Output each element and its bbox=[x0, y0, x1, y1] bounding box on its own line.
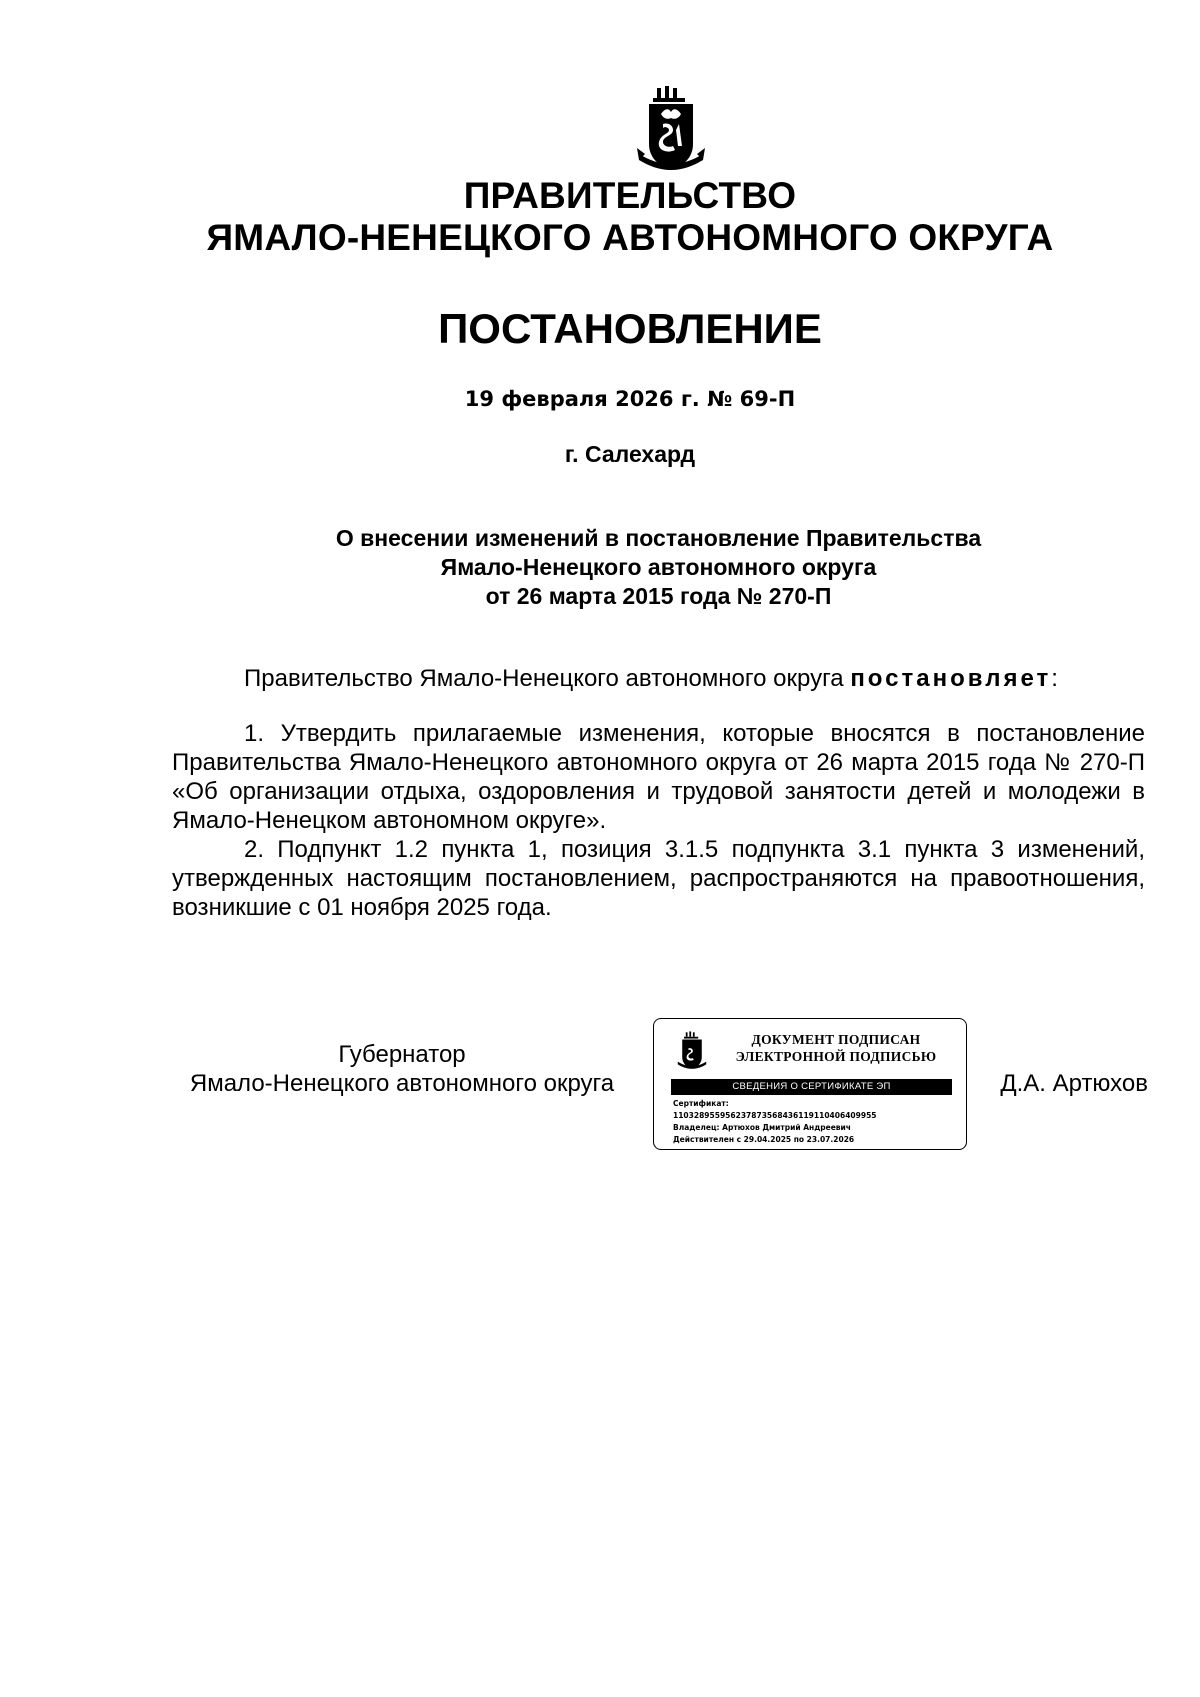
subject-line: О внесении изменений в постановление Правительства bbox=[335, 525, 982, 551]
subject-line: Ямало-Ненецкого автономного округа bbox=[440, 554, 877, 580]
stamp-heading-line: ДОКУМЕНТ ПОДПИСАН bbox=[751, 1032, 921, 1047]
intro-resolves: постановляет bbox=[850, 665, 1052, 692]
electronic-signature-stamp bbox=[653, 1018, 967, 1150]
stamp-emblem-icon bbox=[676, 1029, 708, 1073]
stamp-certificate-info bbox=[673, 1098, 958, 1146]
coat-of-arms-emblem bbox=[635, 84, 707, 176]
clause-paragraph: 2. Подпункт 1.2 пункта 1, позиция 3.1.5 подпункта 3.1 пункта 3 изменений, утвержденных настоящим постановлением, распространяются на правоотношения, возникшие с 01 ноября 2025 года. bbox=[172, 836, 1145, 921]
intro-text: Правительство Ямало-Ненецкого автономного округа bbox=[244, 665, 844, 692]
document-city: г. Салехард bbox=[564, 441, 696, 467]
stamp-certificate-bar: СВЕДЕНИЯ О СЕРТИФИКАТЕ ЭП bbox=[671, 1079, 952, 1095]
stamp-heading-line: ЭЛЕКТРОННОЙ ПОДПИСЬЮ bbox=[735, 1049, 937, 1064]
clause-paragraph: 1. Утвердить прилагаемые изменения, которые вносятся в постановление Правительства Ямало-Ненецкого автономного округа от 26 марта 2015 года № 270-П «Об организации отдыха, оздоровления и трудовой занятости детей и молодежи в Ямало-Ненецком автономном округе». bbox=[172, 720, 1145, 834]
government-region-title: ЯМАЛО-НЕНЕЦКОГО АВТОНОМНОГО ОКРУГА bbox=[206, 217, 1054, 258]
certificate-owner: Владелец: Артюхов Дмитрий Андреевич bbox=[673, 1123, 851, 1132]
certificate-validity: Действителен с 29.04.2025 по 23.07.2026 bbox=[673, 1135, 855, 1144]
document-body bbox=[172, 664, 1145, 922]
government-title: ПРАВИТЕЛЬСТВО bbox=[463, 175, 797, 216]
certificate-number: 110328955956237873568436119110406409955 bbox=[673, 1111, 877, 1120]
subject-line: от 26 марта 2015 года № 270-П bbox=[485, 583, 832, 609]
signatory-title-line: Ямало-Ненецкого автономного округа bbox=[189, 1070, 615, 1097]
stamp-heading bbox=[716, 1031, 956, 1065]
document-date-number: 19 февраля 2026 г. № 69-П bbox=[464, 387, 796, 411]
document-subject bbox=[172, 524, 1145, 611]
document-type: ПОСТАНОВЛЕНИЕ bbox=[438, 305, 822, 352]
intro-colon: : bbox=[1051, 665, 1058, 692]
signatory-title-line: Губернатор bbox=[338, 1041, 466, 1068]
signatory-title bbox=[172, 1040, 632, 1098]
signatory-name: Д.А. Артюхов bbox=[1000, 1070, 1148, 1097]
intro-paragraph bbox=[172, 664, 1145, 693]
certificate-label: Сертификат: bbox=[673, 1099, 729, 1108]
